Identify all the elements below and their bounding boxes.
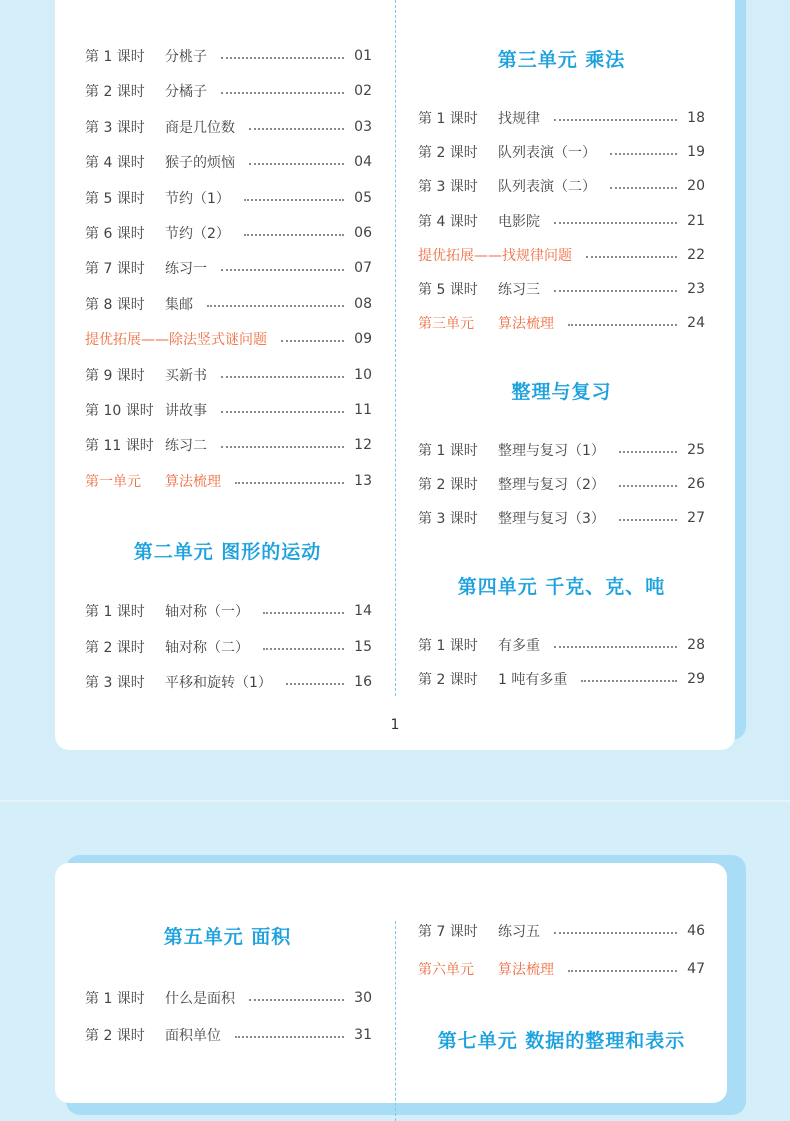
lesson-title: 讲故事	[165, 403, 207, 419]
leader-dots	[554, 119, 677, 121]
toc-row	[85, 222, 372, 244]
toc-row	[85, 151, 372, 173]
unit3-title: 第三单元 乘法	[497, 49, 626, 71]
lesson-label: 第三单元	[418, 316, 474, 333]
page-ref: 10	[354, 366, 372, 383]
leader-dots	[568, 970, 677, 972]
leader-dots	[221, 411, 344, 413]
leader-dots	[221, 92, 344, 94]
page-ref: 04	[354, 154, 372, 171]
toc-row	[418, 958, 705, 980]
leader-dots	[581, 680, 677, 682]
lesson-label: 第 2 课时	[418, 477, 478, 494]
toc-row	[418, 107, 705, 129]
leader-dots	[554, 290, 677, 292]
lesson-title: 分橘子	[165, 84, 207, 101]
leader-dots	[619, 519, 677, 521]
toc-row	[418, 439, 705, 461]
lesson-title: 轴对称（二）	[165, 639, 249, 656]
lesson-title: 节约（1）	[165, 190, 230, 207]
leader-dots	[249, 163, 344, 165]
leader-dots	[568, 324, 677, 326]
page-ref: 08	[354, 295, 372, 312]
page-ref: 26	[687, 476, 705, 493]
page-ref: 19	[687, 144, 705, 161]
lesson-label: 第一单元	[85, 473, 141, 490]
lesson-title: 队列表演（二）	[498, 179, 596, 196]
toc-row	[418, 634, 705, 656]
leader-dots	[249, 128, 344, 130]
page-ref: 23	[687, 281, 705, 297]
toc-row	[85, 434, 372, 456]
toc-page-bottom	[55, 863, 727, 1103]
lesson-title: 整理与复习（2）	[498, 477, 605, 494]
toc-row	[418, 175, 705, 197]
page-ref: 29	[687, 671, 705, 688]
lesson-label: 第 1 课时	[85, 991, 145, 1007]
page-ref: 31	[354, 1027, 372, 1043]
leader-dots	[244, 234, 344, 236]
lesson-title: 算法梳理	[165, 473, 221, 490]
toc-row	[418, 141, 705, 163]
toc-row	[418, 210, 705, 232]
page-ref: 25	[687, 442, 705, 458]
lesson-label: 第 1 课时	[85, 604, 145, 620]
page-ref: 12	[354, 437, 372, 454]
unit1-title-partial	[115, 0, 335, 8]
toc-row	[418, 473, 705, 495]
lesson-title: 练习三	[498, 282, 540, 298]
lesson-label: 第 5 课时	[418, 282, 478, 298]
toc-row	[85, 328, 372, 350]
lesson-label: 第 1 课时	[418, 443, 478, 459]
lesson-label: 第 11 课时	[85, 438, 154, 455]
lesson-title: 面积单位	[165, 1028, 221, 1044]
lesson-title: 电影院	[498, 213, 540, 230]
toc-row	[85, 257, 372, 279]
leader-dots	[235, 1036, 344, 1038]
lesson-title: 算法梳理	[498, 316, 554, 333]
page-ref: 03	[354, 118, 372, 135]
lesson-title: 集邮	[165, 296, 193, 313]
page-ref: 02	[354, 83, 372, 100]
toc-row	[418, 668, 705, 690]
lesson-title: 提优拓展——除法竖式谜问题	[85, 332, 267, 349]
lesson-label: 第 2 课时	[85, 639, 145, 656]
page-ref: 16	[354, 674, 372, 690]
unit4-title: 第四单元 千克、克、吨	[457, 576, 666, 598]
leader-dots	[619, 485, 677, 487]
lesson-title: 找规律	[498, 111, 540, 127]
lesson-label: 第 4 课时	[85, 155, 145, 172]
page-ref: 09	[354, 331, 372, 348]
leader-dots	[554, 646, 677, 648]
page-ref: 07	[354, 260, 372, 277]
column-divider	[395, 0, 396, 696]
column-divider-bottom	[395, 921, 396, 1121]
page-ref: 05	[354, 189, 372, 206]
lesson-label: 第 4 课时	[418, 213, 478, 230]
page-ref: 28	[687, 637, 705, 653]
leader-dots	[207, 305, 344, 307]
toc-row	[418, 920, 705, 942]
lesson-title: 整理与复习（3）	[498, 511, 605, 528]
toc-row	[85, 399, 372, 421]
toc-row	[85, 187, 372, 209]
leader-dots	[619, 451, 677, 453]
page-ref: 01	[354, 48, 372, 64]
toc-row	[85, 636, 372, 658]
lesson-title: 节约（2）	[165, 226, 230, 242]
page-ref: 15	[354, 638, 372, 655]
lesson-title: 有多重	[498, 638, 540, 654]
lesson-title: 什么是面积	[165, 991, 235, 1007]
leader-dots	[281, 340, 344, 342]
lesson-label: 第 2 课时	[85, 1028, 145, 1044]
lesson-title: 平移和旋转（1）	[165, 675, 272, 691]
leader-dots	[610, 153, 677, 155]
page-ref: 21	[687, 212, 705, 229]
toc-row	[85, 364, 372, 386]
page-ref: 20	[687, 178, 705, 195]
lesson-label: 第 1 课时	[85, 49, 145, 65]
lesson-label: 第 8 课时	[85, 296, 145, 313]
lesson-label: 第六单元	[418, 961, 474, 978]
page-ref: 46	[687, 923, 705, 939]
leader-dots	[554, 932, 677, 934]
leader-dots	[263, 648, 344, 650]
toc-row	[85, 1024, 372, 1046]
leader-dots	[221, 269, 344, 271]
lesson-title: 队列表演（一）	[498, 145, 596, 162]
unit5-title: 第五单元 面积	[163, 926, 292, 948]
leader-dots	[221, 376, 344, 378]
lesson-label: 第 7 课时	[85, 261, 145, 278]
page-ref: 13	[354, 472, 372, 489]
leader-dots	[586, 256, 677, 258]
page-ref: 47	[687, 960, 705, 977]
unit7-title: 第七单元 数据的整理和表示	[437, 1030, 686, 1052]
toc-row	[418, 507, 705, 529]
lesson-title: 算法梳理	[498, 961, 554, 978]
toc-row	[85, 671, 372, 693]
page-ref: 14	[354, 603, 372, 619]
leader-dots	[249, 999, 344, 1001]
leader-dots	[610, 187, 677, 189]
toc-row	[418, 244, 705, 266]
lesson-title: 轴对称（一）	[165, 604, 249, 620]
toc-row	[85, 80, 372, 102]
lesson-label: 第 2 课时	[85, 84, 145, 101]
lesson-title: 分桃子	[165, 49, 207, 65]
review-title: 整理与复习	[511, 381, 612, 403]
leader-dots	[554, 222, 677, 224]
unit2-title: 第二单元 图形的运动	[133, 541, 322, 563]
lesson-title: 练习五	[498, 924, 540, 940]
toc-row	[85, 45, 372, 67]
lesson-label: 第 3 课时	[418, 511, 478, 528]
lesson-label: 第 10 课时	[85, 403, 154, 419]
leader-dots	[221, 446, 344, 448]
leader-dots	[221, 57, 344, 59]
toc-row	[85, 116, 372, 138]
lesson-title: 猴子的烦恼	[165, 155, 235, 172]
lesson-label: 第 6 课时	[85, 226, 145, 242]
lesson-title: 练习一	[165, 261, 207, 278]
lesson-label: 第 9 课时	[85, 367, 145, 384]
page-ref: 11	[354, 402, 372, 418]
lesson-label: 第 3 课时	[418, 179, 478, 196]
lesson-label: 第 3 课时	[85, 675, 145, 691]
lesson-label: 第 5 课时	[85, 190, 145, 207]
leader-dots	[244, 199, 344, 201]
toc-row	[418, 312, 705, 334]
lesson-label: 第 3 课时	[85, 119, 145, 136]
toc-row	[85, 470, 372, 492]
lesson-title: 1 吨有多重	[498, 672, 568, 689]
page-number: 1	[390, 717, 400, 733]
toc-row	[418, 278, 705, 300]
leader-dots	[286, 683, 344, 685]
page-ref: 24	[687, 315, 705, 332]
page-ref: 30	[354, 990, 372, 1006]
lesson-label: 第 2 课时	[418, 672, 478, 689]
lesson-label: 第 1 课时	[418, 111, 478, 127]
leader-dots	[235, 482, 344, 484]
toc-row	[85, 600, 372, 622]
page-ref: 27	[687, 510, 705, 527]
lesson-title: 练习二	[165, 438, 207, 455]
lesson-title: 买新书	[165, 367, 207, 384]
lesson-label: 第 7 课时	[418, 924, 478, 940]
page-ref: 18	[687, 110, 705, 126]
leader-dots	[263, 612, 344, 614]
page-ref: 22	[687, 246, 705, 263]
lesson-label: 第 2 课时	[418, 145, 478, 162]
toc-row	[85, 293, 372, 315]
lesson-label: 第 1 课时	[418, 638, 478, 654]
lesson-title: 提优拓展——找规律问题	[418, 247, 572, 264]
lesson-title: 整理与复习（1）	[498, 443, 605, 459]
lesson-title: 商是几位数	[165, 119, 235, 136]
page-ref: 06	[354, 225, 372, 241]
toc-row	[85, 987, 372, 1009]
